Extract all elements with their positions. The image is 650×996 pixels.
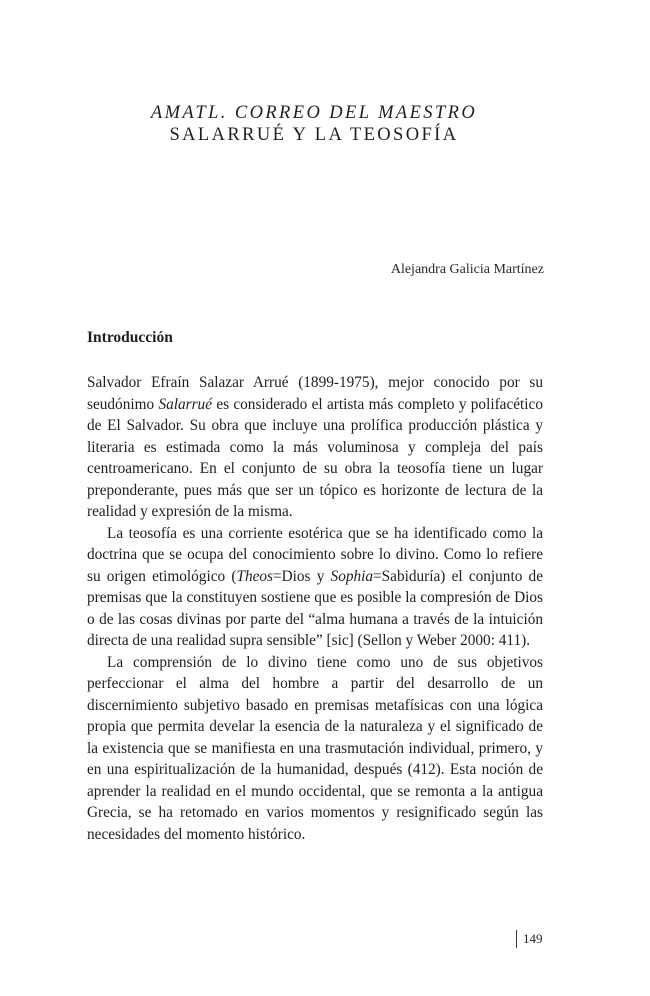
author-name: Alejandra Galicia Martínez [390,262,544,277]
paragraph-3: La comprensión de lo divino tiene como uno de sus objetivos perfeccionar el alma del hombre a partir del desarrollo de un discernimiento subjetivo basado en premisas metafísicas con una lógica propia que permita develar la esencia de la naturaleza y el significado de la existencia que se manifiesta en una trasmutación individual, primero, y en una espiritualización de la humanidad, después (412). Esta noción de aprender la realidad en el mundo occidental, que se remonta a la antigua Grecia, se ha retomado en varios momentos y resignificado según las necesidades del momento histórico. [87,653,543,843]
paragraph-1 [87,372,543,523]
paragraph-2 [87,523,543,652]
paragraph-2-text-c: =Sabiduría) el conjunto de premisas que la constituyen sostiene que es posible la compresión de Dios o de las cosas divinas por parte del “alma humana a través de la intuición directa de una realidad supra sensible” [sic] (Sellon y Weber 2000: 411). [87,567,543,649]
paragraph-1-text-a: Salvador Efraín Salazar Arrué (1899-1975), mejor conocido por su seudónimo [87,374,543,413]
paragraph-1-italic: Salarrué [158,395,212,413]
article-title [88,102,540,146]
title-line-2: SALARRUÉ Y LA TEOSOFÍA [169,125,459,145]
title-line-1: AMATL. CORREO DEL MAESTRO [150,103,478,123]
page-number: 149 [516,930,543,948]
paragraph-1-text-b: es considerado el artista más completo y polifacético de El Salvador. Su obra que incluye una prolífica producción plástica y literaria es estimada como la más voluminosa y compleja del país centroamericano. En el conjunto de su obra la teosofía tiene un lugar preponderante, pues más que ser un tópico es horizonte de lectura de la realidad y expresión de la misma. [87,395,543,520]
section-heading: Introducción [87,329,173,346]
paragraph-2-text-a: La teosofía es una corriente esotérica que se ha identificado como la doctrina que se ocupa del conocimiento sobre lo divino. Como lo refiere su origen etimológico ( [87,524,543,585]
body-text [87,372,543,845]
paragraph-2-text-b: =Dios y [272,567,331,585]
paragraph-2-italic-1: Theos [236,567,273,585]
paragraph-2-italic-2: Sophia [330,567,374,585]
